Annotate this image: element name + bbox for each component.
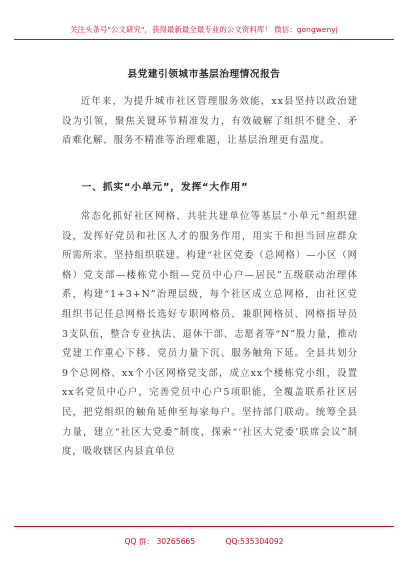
intro-paragraph: 近年来，为提升城市社区管理服务效能，xx县坚持以政治建设为引领，聚焦关键环节精准发力，有效破解了组织不健全、矛盾难化解、服务不精准等治理难题，让基层治理更有温度。 [62,96,358,147]
footer-divider [14,526,394,527]
footer-qq-group: QQ 群： 30265665 [124,537,196,546]
document-title: 县党建引领城市基层治理情况报告 [127,69,281,80]
section-body-paragraph: 常态化抓好社区网格、共驻共建单位等基层“小单元”组织建设，发挥好党员和社区人才的服务作用，用实干和担当回应群众所需所求。坚持组织联建。构建“社区党委（总网格）—小区（网格）党支部—楼栋党小组—党员中心户—居民”五级联动治理体系，构建“1+3+N”治理层级，每个社区成立总网格，由社区党组织书记任总网格长选好专职网格员、兼职网格员、网格指导员3支队伍，整合专业执法、退休干部、志愿者等“N”股力量，推动党建工作重心下移、党员力量下沉、服务触角下延。全县共划分9个总网格、xx个小区网格党支部，成立xx个楼栋党小组，设置xx名党员中心户，完善党员中心户5项职能，全覆盖联系社区居民，把党组织的触角延伸至每家每户。坚持部门联动。统筹全县力量，建立“社区大党委”制度，探索“‘社区大党委’联席会议”制度，吸收辖区内县直单位 [62,211,359,458]
header-divider [14,39,394,40]
section-heading: 一、抓实“小单元”，发挥“大作用” [81,182,249,193]
footer-qq-contact: QQ:535304092 [225,537,284,546]
header-banner: 关注头条号"公文研究"，获得最新最全最专业的公文资料库！ 微信：gongwenyj [70,25,338,34]
footer [0,536,408,547]
